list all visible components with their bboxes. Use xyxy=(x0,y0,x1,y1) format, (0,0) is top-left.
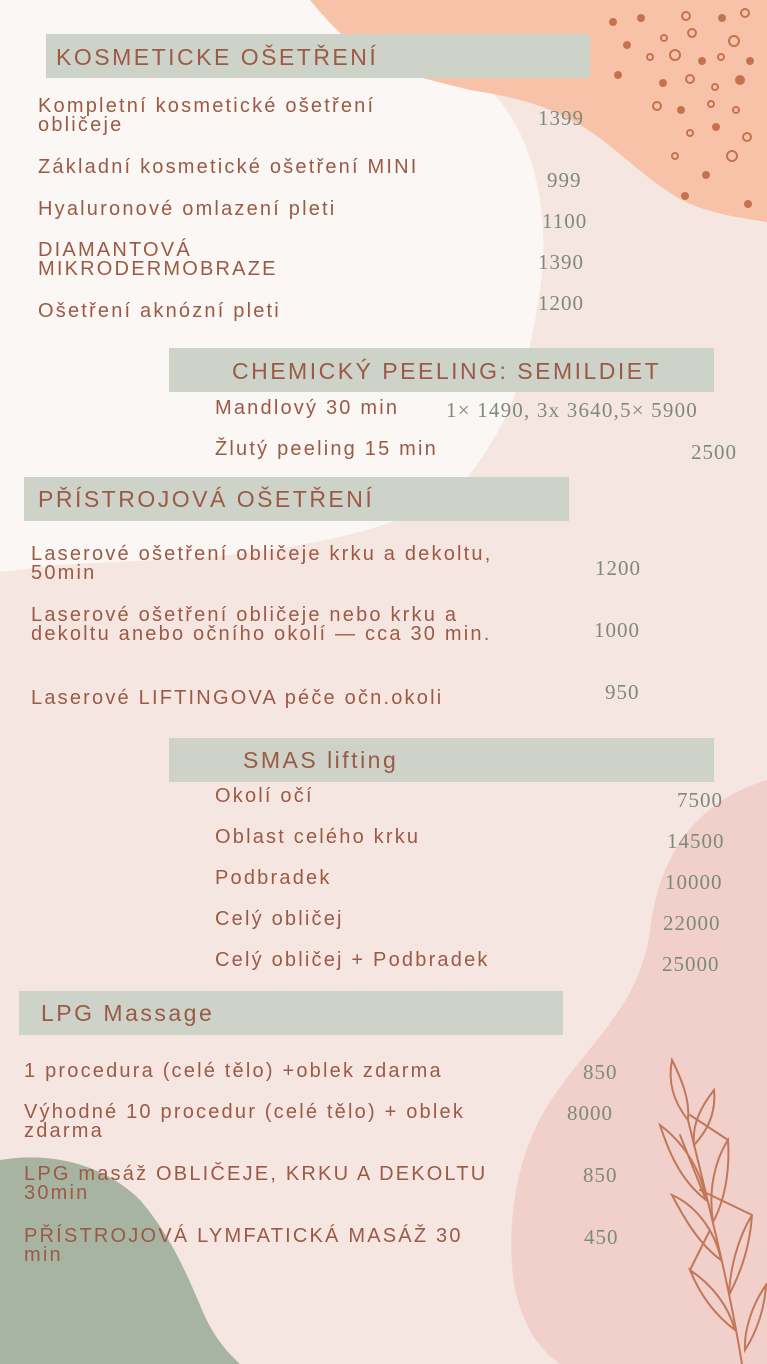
item-name-cont: MIKRODERMOBRAZE xyxy=(38,258,278,280)
section-title: LPG Massage xyxy=(41,1000,215,1026)
item-name: LPG masáž OBLIČEJE, KRKU A DEKOLTU xyxy=(24,1163,488,1185)
item-name-cont: zdarma xyxy=(24,1120,104,1142)
item-price: 999 xyxy=(547,168,582,192)
section-title: SMAS lifting xyxy=(243,747,399,773)
item-name: PŘÍSTROJOVÁ LYMFATICKÁ MASÁŽ 30 xyxy=(24,1225,463,1247)
item-price: 1100 xyxy=(542,209,588,233)
item-name: Ošetření aknózní pleti xyxy=(38,300,281,322)
menu-item xyxy=(215,951,490,970)
item-price: 8000 xyxy=(567,1101,613,1125)
item-price: 2500 xyxy=(691,440,737,464)
section-header-chemicky xyxy=(169,348,714,392)
menu-item xyxy=(24,1227,463,1265)
section-header-smas xyxy=(169,738,714,782)
item-name: Mandlový 30 min xyxy=(215,397,400,419)
section-title: KOSMETICKE OŠETŘENÍ xyxy=(56,44,379,70)
menu-item xyxy=(215,440,438,459)
menu-item xyxy=(215,787,314,806)
item-price: 850 xyxy=(583,1060,618,1084)
menu-item xyxy=(31,545,493,583)
item-name-cont: dekoltu anebo očního okolí — cca 30 min. xyxy=(31,623,492,645)
item-name: 1 procedura (celé tělo) +oblek zdarma xyxy=(24,1060,443,1082)
section-title: CHEMICKÝ PEELING: SEMILDIET xyxy=(232,358,662,384)
item-price: 850 xyxy=(583,1163,618,1187)
item-name-cont: obličeje xyxy=(38,114,124,136)
item-name-cont: 50min xyxy=(31,562,97,584)
item-name-cont: min xyxy=(24,1244,63,1266)
item-price: 22000 xyxy=(663,911,721,935)
menu-item xyxy=(31,606,491,644)
item-name: Kompletní kosmetické ošetření xyxy=(38,95,376,117)
item-price: 1200 xyxy=(538,291,584,315)
item-name: Výhodné 10 procedur (celé tělo) + oblek xyxy=(24,1101,466,1123)
item-name: DIAMANTOVÁ xyxy=(38,239,192,261)
item-price: 1200 xyxy=(595,556,641,580)
menu-item xyxy=(38,200,336,219)
item-price: 1× 1490, 3x 3640,5× 5900 xyxy=(446,398,698,422)
section-header-pristrojova xyxy=(24,477,569,521)
item-price: 450 xyxy=(584,1225,619,1249)
menu-item xyxy=(24,1165,487,1203)
item-price: 1000 xyxy=(594,618,640,642)
menu-item xyxy=(215,910,344,929)
item-price: 950 xyxy=(605,680,640,704)
item-price: 7500 xyxy=(677,788,723,812)
item-name: Základní kosmetické ošetření MINI xyxy=(38,156,419,178)
item-price: 1399 xyxy=(538,106,584,130)
menu-item xyxy=(24,1103,465,1141)
menu-item xyxy=(215,828,420,847)
menu-item xyxy=(31,689,443,708)
item-name: Laserové ošetření obličeje krku a dekoltu, xyxy=(31,543,493,565)
item-name: Celý obličej + Podbradek xyxy=(215,949,490,971)
item-price: 25000 xyxy=(662,952,720,976)
item-name: Oblast celého krku xyxy=(215,826,421,848)
item-price: 14500 xyxy=(667,829,725,853)
section-header-lpg xyxy=(19,991,563,1035)
menu-item xyxy=(38,97,375,135)
item-name: Celý obličej xyxy=(215,908,344,930)
menu-item xyxy=(215,869,332,888)
section-header-kosmeticke xyxy=(46,34,590,78)
menu-item xyxy=(38,302,281,321)
item-price: 1390 xyxy=(538,250,584,274)
item-name: Okolí očí xyxy=(215,785,314,807)
menu-item xyxy=(215,399,399,418)
menu-item xyxy=(38,158,419,177)
menu-item xyxy=(38,241,278,279)
menu-item xyxy=(24,1062,443,1081)
item-name-cont: 30min xyxy=(24,1182,90,1204)
item-name: Podbradek xyxy=(215,867,332,889)
item-name: Laserové ošetření obličeje nebo krku a xyxy=(31,604,459,626)
section-title: PŘÍSTROJOVÁ OŠETŘENÍ xyxy=(38,486,375,512)
item-name: Hyaluronové omlazení pleti xyxy=(38,198,337,220)
item-price: 10000 xyxy=(665,870,723,894)
item-name: Laserové LIFTINGOVA péče očn.okoli xyxy=(31,687,444,709)
item-name: Žlutý peeling 15 min xyxy=(215,438,438,460)
